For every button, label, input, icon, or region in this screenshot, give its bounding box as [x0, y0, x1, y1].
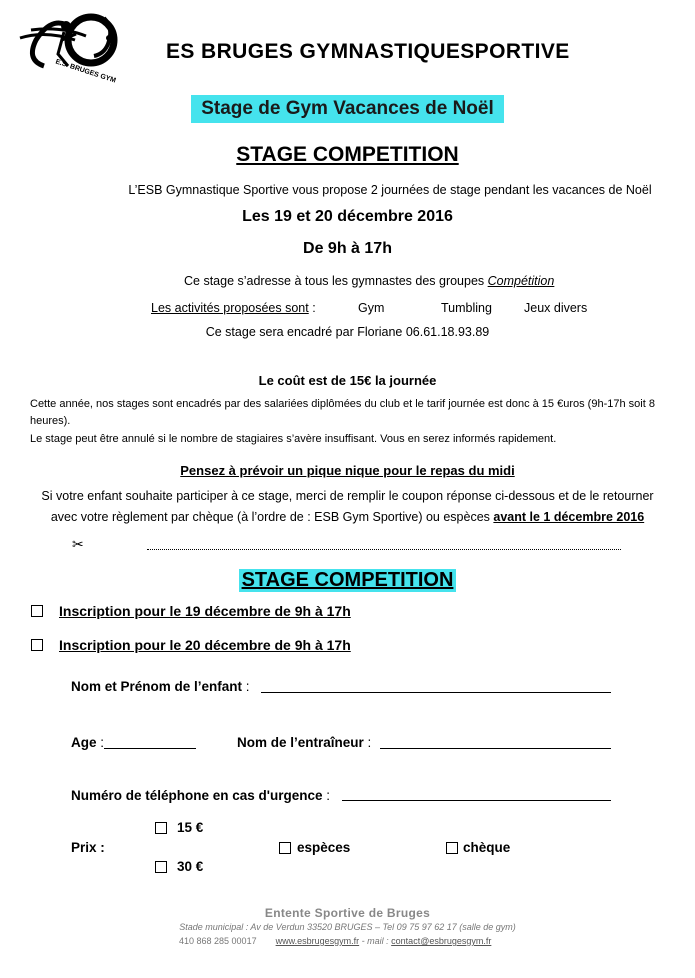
- coach-contact: Ce stage sera encadré par Floriane 06.61.18.93.89: [205, 325, 490, 339]
- cash-checkbox[interactable]: [279, 841, 291, 859]
- instructions-line-1: Si votre enfant souhaite participer à ce stage, merci de remplir le coupon réponse ci-dessous et de le retourner: [41, 489, 654, 503]
- emergency-phone-label: Numéro de téléphone en cas d'urgence :: [71, 788, 331, 803]
- coach-name-field[interactable]: [380, 748, 611, 749]
- stage-title: STAGE COMPETITION: [236, 143, 459, 166]
- cash-label: espèces: [297, 840, 351, 855]
- stage-hours: De 9h à 17h: [303, 240, 392, 257]
- audience-text: [184, 274, 554, 288]
- option-20-label: Inscription pour le 20 décembre de 9h à 17h: [59, 637, 351, 653]
- footer-website-link[interactable]: www.esbrugesgym.fr: [275, 936, 360, 946]
- footer-email-link[interactable]: contact@esbrugesgym.fr: [391, 936, 492, 946]
- price-label: Prix :: [71, 840, 105, 855]
- emergency-phone-field[interactable]: [342, 800, 611, 801]
- instructions-prefix: avec votre règlement par chèque (à l’ordre de : ESB Gym Sportive) ou espèces: [50, 510, 494, 524]
- footer-org: Entente Sportive de Bruges: [264, 906, 431, 920]
- picnic-reminder: Pensez à prévoir un pique nique pour le repas du midi: [180, 463, 515, 478]
- price-30-checkbox[interactable]: [155, 860, 167, 878]
- activity-item: Gym: [358, 301, 385, 315]
- instructions-line-2: [0, 510, 695, 524]
- cost-text-1: Cette année, nos stages sont encadrés par des salariées diplômées du club et le tarif journée est donc à 15 €uros (9h-17h soit 8 heures).: [30, 398, 655, 427]
- price-30-label: 30 €: [177, 859, 204, 874]
- club-title: ES BRUGES GYMNASTIQUESPORTIVE: [166, 40, 570, 63]
- footer-address: Stade municipal : Av de Verdun 33520 BRUGES – Tel 09 75 97 62 17 (salle de gym): [179, 922, 516, 932]
- audience-group: Compétition: [487, 274, 555, 288]
- option-19-checkbox[interactable]: [31, 604, 43, 622]
- child-name-label: Nom et Prénom de l’enfant :: [71, 679, 250, 694]
- option-19-label: Inscription pour le 19 décembre de 9h à 17h: [59, 603, 351, 619]
- cost-heading: Le coût est de 15€ la journée: [258, 373, 437, 388]
- footer-siret: 410 868 285 00017: [179, 936, 257, 946]
- option-20-checkbox[interactable]: [31, 638, 43, 656]
- activity-item: Tumbling: [441, 301, 492, 315]
- logo-text: E.S. BRUGES GYM: [54, 58, 117, 85]
- coach-name-label: Nom de l’entraîneur :: [237, 735, 372, 750]
- activities-sep: :: [308, 301, 316, 315]
- coupon-title-wrap: [0, 569, 695, 592]
- intro-text: L’ESB Gymnastique Sportive vous propose 2 journées de stage pendant les vacances de Noël: [128, 183, 652, 197]
- cost-text-2: Le stage peut être annulé si le nombre de stagiaires s’avère insuffisant. Vous en serez informés rapidement.: [30, 433, 557, 445]
- subtitle-wrap: [0, 95, 695, 123]
- price-15-checkbox[interactable]: [155, 821, 167, 839]
- footer-contacts: [179, 936, 491, 946]
- cheque-checkbox[interactable]: [446, 841, 458, 859]
- child-name-field[interactable]: [261, 692, 611, 693]
- price-15-label: 15 €: [177, 820, 204, 835]
- audience-prefix: Ce stage s’adresse à tous les gymnastes des groupes: [184, 274, 488, 288]
- stage-dates: Les 19 et 20 décembre 2016: [242, 208, 453, 225]
- deadline: avant le 1 décembre 2016: [493, 510, 645, 524]
- cut-line: [147, 549, 621, 550]
- age-label: Age :: [71, 735, 105, 750]
- footer-mail-label: - mail :: [361, 936, 392, 946]
- scissors-icon: ✂: [72, 536, 84, 552]
- cheque-label: chèque: [463, 840, 511, 855]
- age-field[interactable]: [104, 748, 196, 749]
- activities-row: [151, 301, 316, 315]
- coupon-title: STAGE COMPETITION: [239, 569, 457, 592]
- activities-label: Les activités proposées sont: [151, 301, 309, 315]
- club-logo: [16, 8, 126, 90]
- stage-subtitle: Stage de Gym Vacances de Noël: [191, 95, 504, 123]
- activity-item: Jeux divers: [524, 301, 588, 315]
